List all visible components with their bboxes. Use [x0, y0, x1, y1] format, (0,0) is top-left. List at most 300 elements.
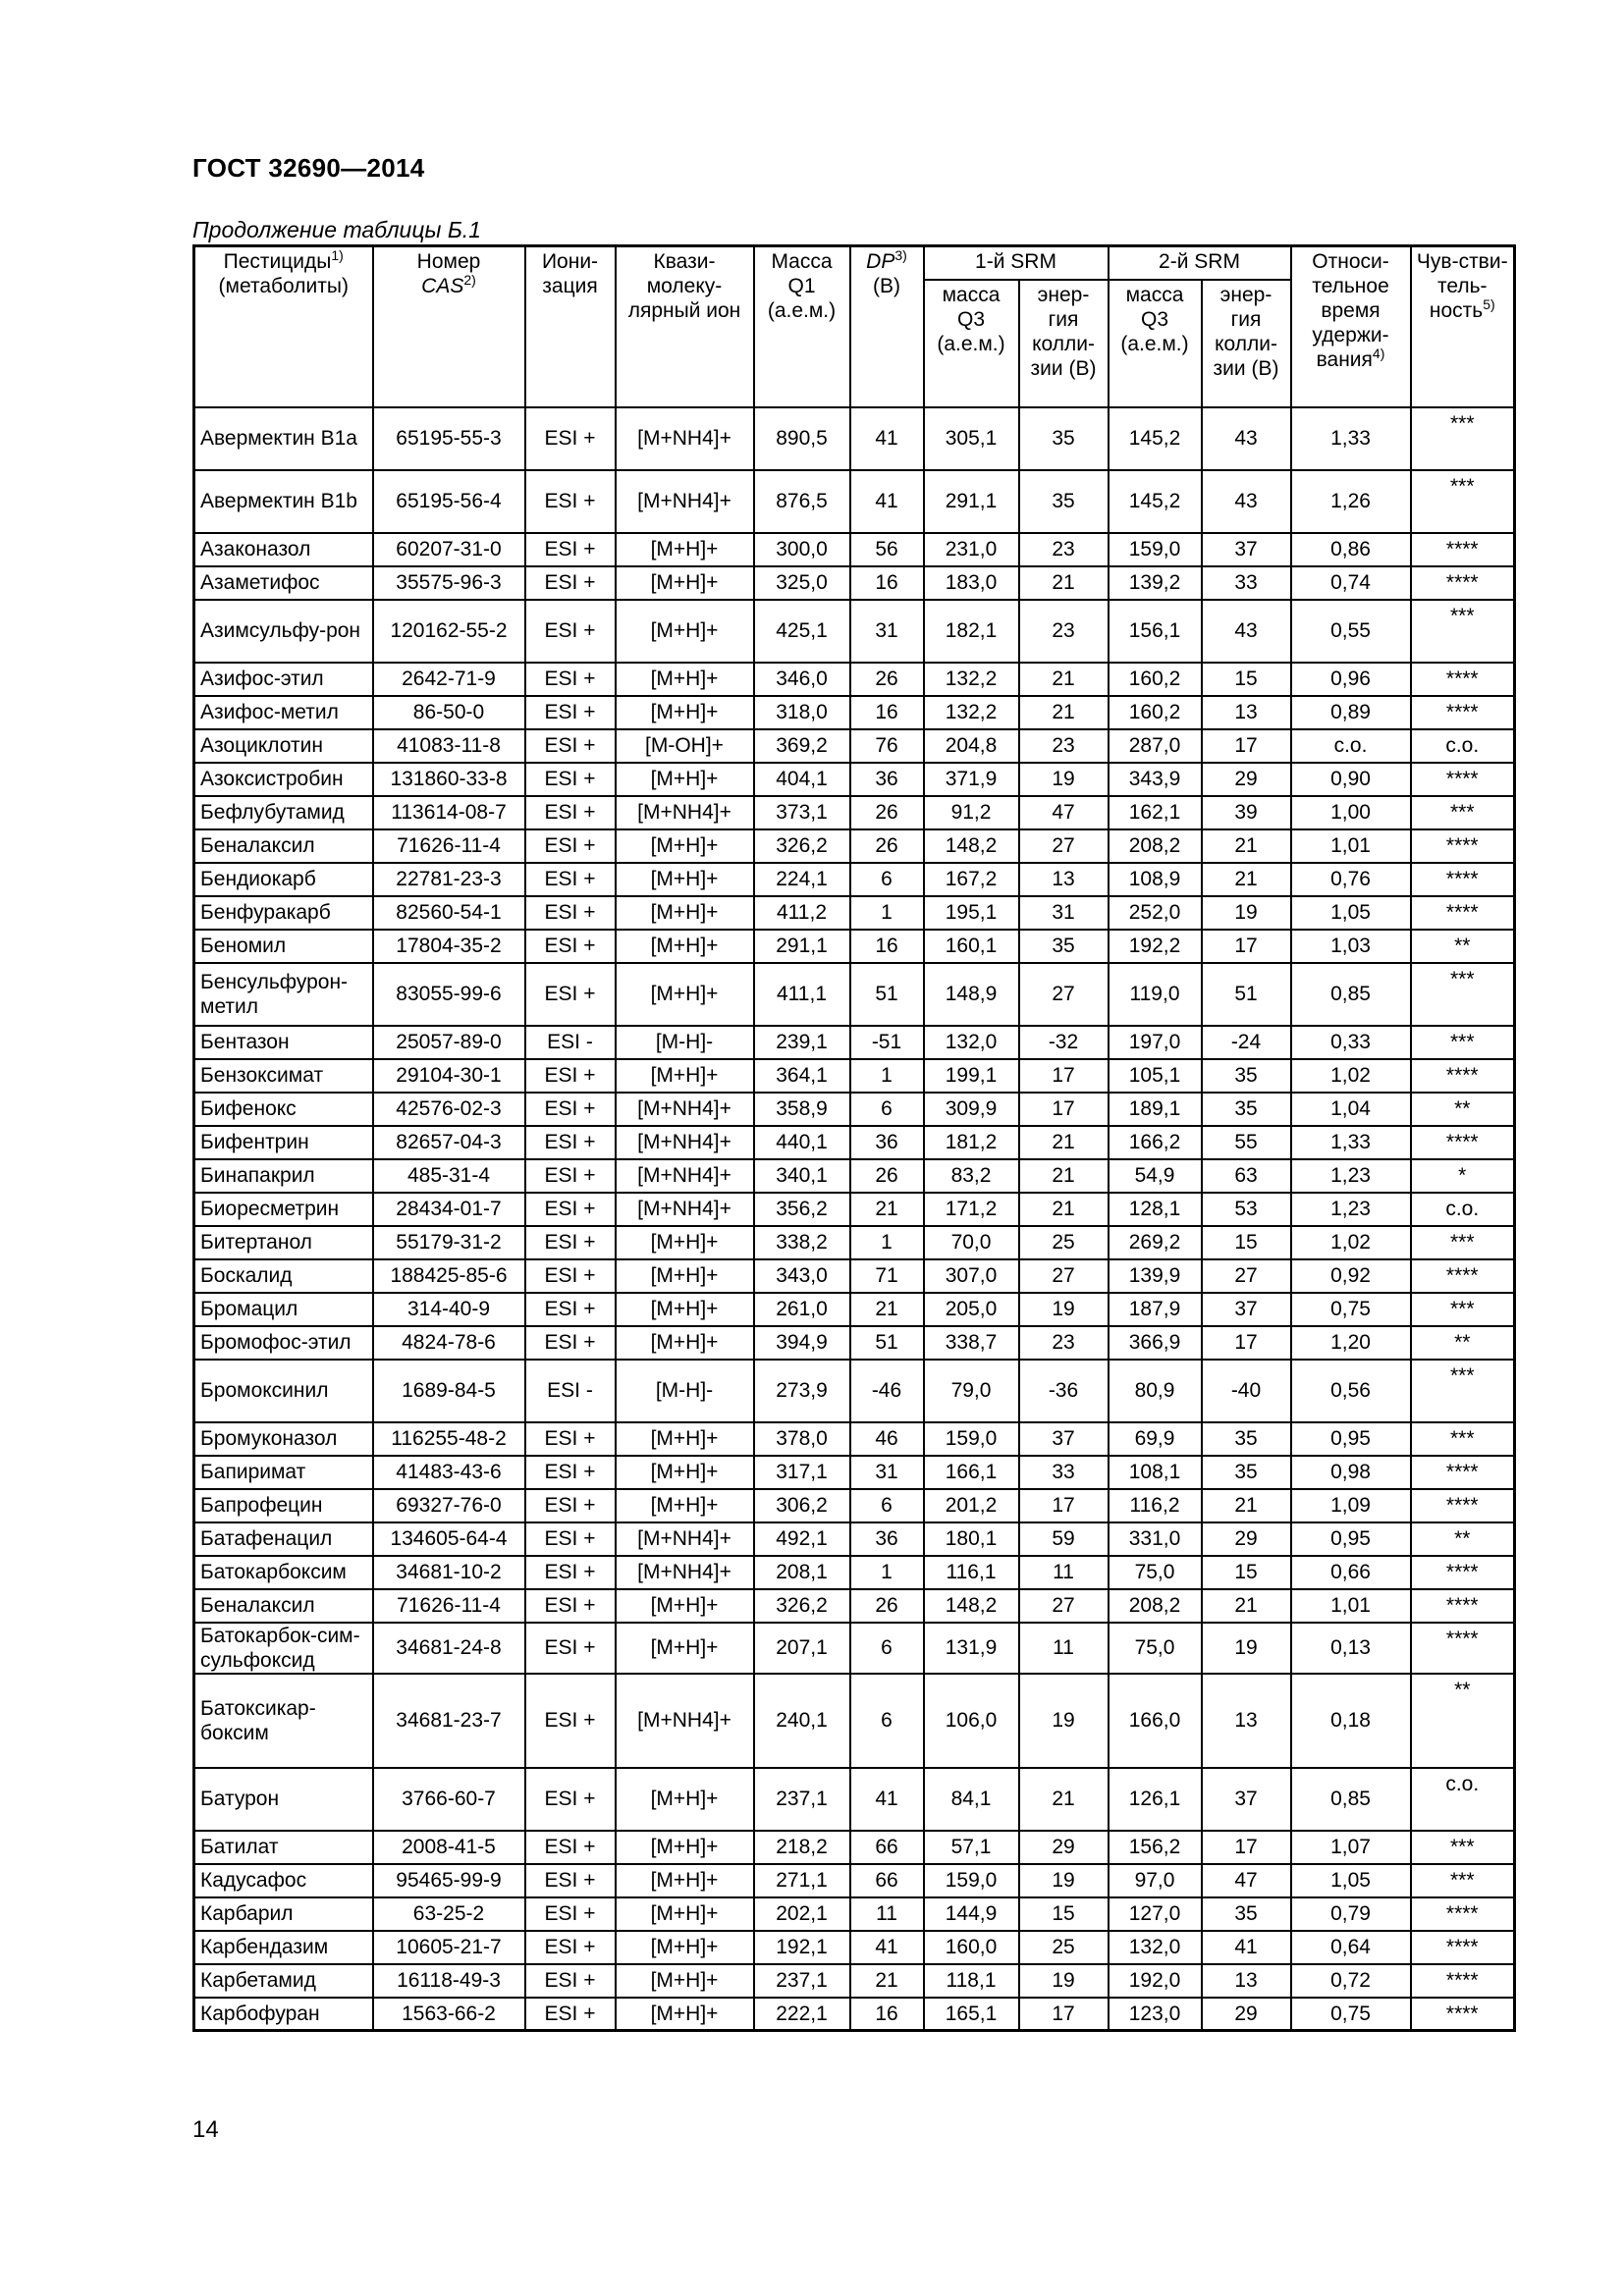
- srm1-energy: 21: [1019, 696, 1109, 729]
- srm2-mass-q3: 208,2: [1109, 1589, 1202, 1623]
- srm1-energy: 23: [1019, 1326, 1109, 1360]
- cas-number: 65195-55-3: [373, 407, 525, 470]
- dp-value: 46: [850, 1422, 924, 1456]
- mass-q1: 291,1: [754, 930, 850, 963]
- relative-time: 0,89: [1291, 696, 1411, 729]
- srm1-energy: -32: [1019, 1026, 1109, 1059]
- srm2-mass-q3: 187,9: [1109, 1293, 1202, 1326]
- cas-number: 41083-11-8: [373, 729, 525, 763]
- srm2-mass-q3: 127,0: [1109, 1897, 1202, 1931]
- ionization: ESI +: [525, 1422, 616, 1456]
- srm1-mass-q3: 181,2: [924, 1126, 1019, 1159]
- quasi-ion: [M+H]+: [616, 533, 754, 566]
- srm1-energy: 21: [1019, 1126, 1109, 1159]
- srm2-mass-q3: 192,0: [1109, 1964, 1202, 1998]
- dp-value: 6: [850, 1623, 924, 1674]
- srm2-energy: 51: [1202, 963, 1291, 1026]
- srm2-mass-q3: 139,2: [1109, 566, 1202, 600]
- ionization: ESI -: [525, 1026, 616, 1059]
- quasi-ion: [M+H]+: [616, 1489, 754, 1522]
- sensitivity: **: [1411, 1093, 1515, 1126]
- srm2-mass-q3: 160,2: [1109, 663, 1202, 696]
- cas-number: 69327-76-0: [373, 1489, 525, 1522]
- sensitivity: **: [1411, 1522, 1515, 1556]
- relative-time: 0,64: [1291, 1931, 1411, 1964]
- dp-value: 16: [850, 566, 924, 600]
- table-row: [194, 1126, 1515, 1159]
- mass-q1: 369,2: [754, 729, 850, 763]
- cas-number: 35575-96-3: [373, 566, 525, 600]
- sensitivity: ****: [1411, 829, 1515, 863]
- sensitivity: ***: [1411, 1293, 1515, 1326]
- srm2-mass-q3: 197,0: [1109, 1026, 1202, 1059]
- srm1-mass-q3: 180,1: [924, 1522, 1019, 1556]
- mass-q1: 317,1: [754, 1456, 850, 1489]
- relative-time: 1,02: [1291, 1226, 1411, 1259]
- quasi-ion: [M+H]+: [616, 1326, 754, 1360]
- srm1-energy: 27: [1019, 1589, 1109, 1623]
- srm2-energy: 29: [1202, 1998, 1291, 2031]
- srm2-energy: 15: [1202, 663, 1291, 696]
- sensitivity: ****: [1411, 1897, 1515, 1931]
- dp-value: 26: [850, 1159, 924, 1193]
- srm1-mass-q3: 131,9: [924, 1623, 1019, 1674]
- table-row: [194, 663, 1515, 696]
- relative-time: 0,56: [1291, 1360, 1411, 1422]
- sensitivity: ***: [1411, 1422, 1515, 1456]
- quasi-ion: [M+H]+: [616, 663, 754, 696]
- table-row: [194, 1456, 1515, 1489]
- srm2-energy: 29: [1202, 763, 1291, 796]
- srm2-energy: 39: [1202, 796, 1291, 829]
- pesticide-name: Бинапакрил: [194, 1159, 373, 1193]
- srm2-mass-q3: 162,1: [1109, 796, 1202, 829]
- sensitivity: ****: [1411, 1931, 1515, 1964]
- ionization: ESI +: [525, 1589, 616, 1623]
- dp-value: 51: [850, 1326, 924, 1360]
- mass-q1: 218,2: [754, 1831, 850, 1864]
- srm1-energy: 11: [1019, 1556, 1109, 1589]
- srm2-energy: 55: [1202, 1126, 1291, 1159]
- srm1-mass-q3: 159,0: [924, 1864, 1019, 1897]
- srm1-energy: 25: [1019, 1931, 1109, 1964]
- pesticide-name: Бапрофецин: [194, 1489, 373, 1522]
- sensitivity: ****: [1411, 1259, 1515, 1293]
- pesticide-name: Бенсульфурон-метил: [194, 963, 373, 1026]
- quasi-ion: [M+NH4]+: [616, 407, 754, 470]
- srm1-energy: 27: [1019, 829, 1109, 863]
- table-row: [194, 1226, 1515, 1259]
- srm1-energy: 21: [1019, 663, 1109, 696]
- srm2-mass-q3: 145,2: [1109, 470, 1202, 533]
- quasi-ion: [M+H]+: [616, 930, 754, 963]
- relative-time: 0,92: [1291, 1259, 1411, 1293]
- srm1-energy: 27: [1019, 1259, 1109, 1293]
- header-srm2: 2-й SRM: [1109, 246, 1291, 280]
- srm1-energy: 25: [1019, 1226, 1109, 1259]
- relative-time: 1,01: [1291, 829, 1411, 863]
- quasi-ion: [M-OH]+: [616, 729, 754, 763]
- srm1-mass-q3: 201,2: [924, 1489, 1019, 1522]
- ionization: ESI +: [525, 407, 616, 470]
- srm2-energy: 17: [1202, 930, 1291, 963]
- table-row: [194, 1964, 1515, 1998]
- cas-number: 120162-55-2: [373, 600, 525, 663]
- table-row: [194, 729, 1515, 763]
- header-sensitivity: Чув-стви-тель-ность$^{5)}$: [1411, 246, 1515, 407]
- mass-q1: 202,1: [754, 1897, 850, 1931]
- table-row: [194, 533, 1515, 566]
- header-srm1-energy: энер-гия колли-зии (В): [1019, 280, 1109, 407]
- table-row: [194, 600, 1515, 663]
- cas-number: 2642-71-9: [373, 663, 525, 696]
- srm2-mass-q3: 166,0: [1109, 1674, 1202, 1768]
- mass-q1: 404,1: [754, 763, 850, 796]
- quasi-ion: [M+H]+: [616, 896, 754, 930]
- cas-number: 71626-11-4: [373, 1589, 525, 1623]
- ionization: ESI +: [525, 1931, 616, 1964]
- srm2-energy: 21: [1202, 863, 1291, 896]
- pesticide-name: Батокарбок-сим-сульфоксид: [194, 1623, 373, 1674]
- relative-time: 0,90: [1291, 763, 1411, 796]
- pesticide-name: Азаметифос: [194, 566, 373, 600]
- cas-number: 116255-48-2: [373, 1422, 525, 1456]
- srm1-energy: 23: [1019, 600, 1109, 663]
- dp-value: 21: [850, 1193, 924, 1226]
- srm2-energy: 13: [1202, 1674, 1291, 1768]
- sensitivity: ***: [1411, 407, 1515, 470]
- srm1-mass-q3: 57,1: [924, 1831, 1019, 1864]
- mass-q1: 240,1: [754, 1674, 850, 1768]
- ionization: ESI +: [525, 1998, 616, 2031]
- relative-time: 1,33: [1291, 407, 1411, 470]
- table-row: [194, 1897, 1515, 1931]
- srm2-mass-q3: 139,9: [1109, 1259, 1202, 1293]
- srm1-mass-q3: 205,0: [924, 1293, 1019, 1326]
- header-dp: DP$^{3)}$ (В): [850, 246, 924, 407]
- table-row: [194, 1831, 1515, 1864]
- srm2-mass-q3: 192,2: [1109, 930, 1202, 963]
- sensitivity: ****: [1411, 1589, 1515, 1623]
- srm2-mass-q3: 156,1: [1109, 600, 1202, 663]
- table-row: [194, 1360, 1515, 1422]
- quasi-ion: [M+H]+: [616, 763, 754, 796]
- ionization: ESI +: [525, 1768, 616, 1831]
- sensitivity: ***: [1411, 1831, 1515, 1864]
- srm1-energy: 23: [1019, 729, 1109, 763]
- mass-q1: 340,1: [754, 1159, 850, 1193]
- mass-q1: 326,2: [754, 1589, 850, 1623]
- dp-value: 6: [850, 1489, 924, 1522]
- srm2-mass-q3: 54,9: [1109, 1159, 1202, 1193]
- sensitivity: ****: [1411, 533, 1515, 566]
- pesticide-name: Азимсульфу-рон: [194, 600, 373, 663]
- srm1-energy: -36: [1019, 1360, 1109, 1422]
- dp-value: 1: [850, 1556, 924, 1589]
- sensitivity: с.о.: [1411, 1768, 1515, 1831]
- pesticide-name: Кадусафос: [194, 1864, 373, 1897]
- sensitivity: ****: [1411, 1059, 1515, 1093]
- pesticide-name: Бромуконазол: [194, 1422, 373, 1456]
- mass-q1: 373,1: [754, 796, 850, 829]
- ionization: ESI +: [525, 1193, 616, 1226]
- dp-value: 51: [850, 963, 924, 1026]
- srm1-mass-q3: 116,1: [924, 1556, 1019, 1589]
- mass-q1: 378,0: [754, 1422, 850, 1456]
- ionization: ESI +: [525, 763, 616, 796]
- cas-number: 71626-11-4: [373, 829, 525, 863]
- dp-value: 16: [850, 930, 924, 963]
- cas-number: 41483-43-6: [373, 1456, 525, 1489]
- srm1-energy: 21: [1019, 1768, 1109, 1831]
- header-mass-q1: Масса Q1 (а.е.м.): [754, 246, 850, 407]
- header-ionization: Иони-зация: [525, 246, 616, 407]
- srm1-mass-q3: 199,1: [924, 1059, 1019, 1093]
- quasi-ion: [M-H]-: [616, 1360, 754, 1422]
- dp-value: 66: [850, 1831, 924, 1864]
- relative-time: 1,33: [1291, 1126, 1411, 1159]
- cas-number: 28434-01-7: [373, 1193, 525, 1226]
- cas-number: 485-31-4: [373, 1159, 525, 1193]
- srm1-mass-q3: 148,9: [924, 963, 1019, 1026]
- dp-value: 31: [850, 1456, 924, 1489]
- cas-number: 3766-60-7: [373, 1768, 525, 1831]
- dp-value: 41: [850, 1768, 924, 1831]
- srm1-energy: 47: [1019, 796, 1109, 829]
- header-rel-time: Относи-тельное время удержи-вания$^{4)}$: [1291, 246, 1411, 407]
- mass-q1: 271,1: [754, 1864, 850, 1897]
- cas-number: 17804-35-2: [373, 930, 525, 963]
- srm1-mass-q3: 148,2: [924, 1589, 1019, 1623]
- relative-time: 0,55: [1291, 600, 1411, 663]
- srm2-mass-q3: 108,1: [1109, 1456, 1202, 1489]
- quasi-ion: [M+H]+: [616, 696, 754, 729]
- dp-value: 36: [850, 1522, 924, 1556]
- pesticide-name: Беномил: [194, 930, 373, 963]
- cas-number: 55179-31-2: [373, 1226, 525, 1259]
- cas-number: 60207-31-0: [373, 533, 525, 566]
- dp-value: 1: [850, 1059, 924, 1093]
- mass-q1: 346,0: [754, 663, 850, 696]
- pesticide-name: Батокарбоксим: [194, 1556, 373, 1589]
- ionization: ESI +: [525, 963, 616, 1026]
- cas-number: 42576-02-3: [373, 1093, 525, 1126]
- srm2-mass-q3: 105,1: [1109, 1059, 1202, 1093]
- srm2-mass-q3: 287,0: [1109, 729, 1202, 763]
- srm1-energy: 19: [1019, 1864, 1109, 1897]
- mass-q1: 318,0: [754, 696, 850, 729]
- pesticide-name: Биоресметрин: [194, 1193, 373, 1226]
- cas-number: 1563-66-2: [373, 1998, 525, 2031]
- srm2-energy: 37: [1202, 1768, 1291, 1831]
- quasi-ion: [M+H]+: [616, 1422, 754, 1456]
- srm2-energy: -24: [1202, 1026, 1291, 1059]
- srm2-energy: 47: [1202, 1864, 1291, 1897]
- quasi-ion: [M+NH4]+: [616, 1159, 754, 1193]
- pesticide-name: Карбендазим: [194, 1931, 373, 1964]
- table-row: [194, 1864, 1515, 1897]
- dp-value: 26: [850, 829, 924, 863]
- dp-value: 21: [850, 1964, 924, 1998]
- srm1-mass-q3: 291,1: [924, 470, 1019, 533]
- ionization: ESI +: [525, 1674, 616, 1768]
- mass-q1: 224,1: [754, 863, 850, 896]
- dp-value: 1: [850, 896, 924, 930]
- ionization: ESI +: [525, 1456, 616, 1489]
- srm1-mass-q3: 148,2: [924, 829, 1019, 863]
- ionization: ESI +: [525, 1126, 616, 1159]
- relative-time: 0,76: [1291, 863, 1411, 896]
- quasi-ion: [M+H]+: [616, 1059, 754, 1093]
- ionization: ESI +: [525, 1623, 616, 1674]
- pesticide-name: Карбетамид: [194, 1964, 373, 1998]
- srm2-mass-q3: 97,0: [1109, 1864, 1202, 1897]
- srm2-energy: 29: [1202, 1522, 1291, 1556]
- ionization: ESI +: [525, 600, 616, 663]
- document-code: ГОСТ 32690—2014: [192, 153, 425, 183]
- srm1-mass-q3: 165,1: [924, 1998, 1019, 2031]
- sensitivity: ***: [1411, 1226, 1515, 1259]
- relative-time: 0,66: [1291, 1556, 1411, 1589]
- pesticide-name: Азаконазол: [194, 533, 373, 566]
- mass-q1: 890,5: [754, 407, 850, 470]
- relative-time: 0,72: [1291, 1964, 1411, 1998]
- dp-value: -46: [850, 1360, 924, 1422]
- srm1-energy: 21: [1019, 1193, 1109, 1226]
- pesticide-name: Батилат: [194, 1831, 373, 1864]
- quasi-ion: [M+H]+: [616, 1456, 754, 1489]
- quasi-ion: [M+H]+: [616, 600, 754, 663]
- table-row: [194, 763, 1515, 796]
- srm2-mass-q3: 116,2: [1109, 1489, 1202, 1522]
- table-row: [194, 1259, 1515, 1293]
- pesticide-name: Бефлубутамид: [194, 796, 373, 829]
- table-row: [194, 1193, 1515, 1226]
- srm1-mass-q3: 91,2: [924, 796, 1019, 829]
- table-row: [194, 1159, 1515, 1193]
- header-srm1: 1-й SRM: [924, 246, 1109, 280]
- cas-number: 113614-08-7: [373, 796, 525, 829]
- dp-value: 36: [850, 763, 924, 796]
- quasi-ion: [M+NH4]+: [616, 1674, 754, 1768]
- dp-value: 6: [850, 1093, 924, 1126]
- pesticide-name: Карбарил: [194, 1897, 373, 1931]
- dp-value: 71: [850, 1259, 924, 1293]
- srm1-energy: 27: [1019, 963, 1109, 1026]
- srm2-energy: 43: [1202, 600, 1291, 663]
- cas-number: 34681-10-2: [373, 1556, 525, 1589]
- mass-q1: 222,1: [754, 1998, 850, 2031]
- table-caption: Продолжение таблицы Б.1: [192, 217, 481, 242]
- sensitivity: ****: [1411, 1489, 1515, 1522]
- mass-q1: 273,9: [754, 1360, 850, 1422]
- table-row: [194, 1093, 1515, 1126]
- quasi-ion: [M+H]+: [616, 1998, 754, 2031]
- relative-time: 0,74: [1291, 566, 1411, 600]
- relative-time: 0,18: [1291, 1674, 1411, 1768]
- relative-time: 1,05: [1291, 896, 1411, 930]
- dp-value: 26: [850, 796, 924, 829]
- srm2-energy: -40: [1202, 1360, 1291, 1422]
- dp-value: 1: [850, 1226, 924, 1259]
- table-row: [194, 1674, 1515, 1768]
- cas-number: 82560-54-1: [373, 896, 525, 930]
- srm2-energy: 21: [1202, 1589, 1291, 1623]
- srm1-energy: 19: [1019, 763, 1109, 796]
- mass-q1: 261,0: [754, 1293, 850, 1326]
- srm1-mass-q3: 106,0: [924, 1674, 1019, 1768]
- header-srm2-energy: энер-гия колли-зии (В): [1202, 280, 1291, 407]
- relative-time: 1,02: [1291, 1059, 1411, 1093]
- sensitivity: ****: [1411, 863, 1515, 896]
- srm2-mass-q3: 331,0: [1109, 1522, 1202, 1556]
- cas-number: 95465-99-9: [373, 1864, 525, 1897]
- relative-time: 0,96: [1291, 663, 1411, 696]
- relative-time: 0,79: [1291, 1897, 1411, 1931]
- pesticide-name: Азифос-этил: [194, 663, 373, 696]
- relative-time: 0,13: [1291, 1623, 1411, 1674]
- srm1-mass-q3: 132,2: [924, 696, 1019, 729]
- cas-number: 34681-23-7: [373, 1674, 525, 1768]
- pesticide-name: Азоксистробин: [194, 763, 373, 796]
- cas-number: 63-25-2: [373, 1897, 525, 1931]
- dp-value: 16: [850, 1998, 924, 2031]
- table-row: [194, 829, 1515, 863]
- srm1-energy: 31: [1019, 896, 1109, 930]
- relative-time: 0,85: [1291, 1768, 1411, 1831]
- mass-q1: 364,1: [754, 1059, 850, 1093]
- ionization: ESI +: [525, 1522, 616, 1556]
- srm2-energy: 35: [1202, 1093, 1291, 1126]
- relative-time: 0,95: [1291, 1522, 1411, 1556]
- dp-value: 76: [850, 729, 924, 763]
- sensitivity: ****: [1411, 1456, 1515, 1489]
- cas-number: 134605-64-4: [373, 1522, 525, 1556]
- ionization: ESI +: [525, 1897, 616, 1931]
- srm2-mass-q3: 156,2: [1109, 1831, 1202, 1864]
- quasi-ion: [M+H]+: [616, 1864, 754, 1897]
- pesticide-name: Батафенацил: [194, 1522, 373, 1556]
- mass-q1: 326,2: [754, 829, 850, 863]
- quasi-ion: [M+H]+: [616, 1226, 754, 1259]
- cas-number: 10605-21-7: [373, 1931, 525, 1964]
- pesticide-name: Бромофос-этил: [194, 1326, 373, 1360]
- quasi-ion: [M+NH4]+: [616, 1193, 754, 1226]
- ionization: ESI +: [525, 1059, 616, 1093]
- quasi-ion: [M-H]-: [616, 1026, 754, 1059]
- srm1-energy: 19: [1019, 1964, 1109, 1998]
- dp-value: 31: [850, 600, 924, 663]
- srm1-energy: 19: [1019, 1293, 1109, 1326]
- relative-time: с.о.: [1291, 729, 1411, 763]
- pesticide-name: Авермектин B1a: [194, 407, 373, 470]
- pesticide-name: Азифос-метил: [194, 696, 373, 729]
- srm2-mass-q3: 128,1: [1109, 1193, 1202, 1226]
- relative-time: 0,33: [1291, 1026, 1411, 1059]
- srm1-energy: 15: [1019, 1897, 1109, 1931]
- cas-number: 29104-30-1: [373, 1059, 525, 1093]
- srm1-mass-q3: 371,9: [924, 763, 1019, 796]
- srm2-energy: 15: [1202, 1556, 1291, 1589]
- relative-time: 1,20: [1291, 1326, 1411, 1360]
- cas-number: 16118-49-3: [373, 1964, 525, 1998]
- srm2-mass-q3: 160,2: [1109, 696, 1202, 729]
- ionization: ESI +: [525, 1489, 616, 1522]
- dp-value: 41: [850, 407, 924, 470]
- srm1-mass-q3: 132,0: [924, 1026, 1019, 1059]
- ionization: ESI +: [525, 1556, 616, 1589]
- sensitivity: с.о.: [1411, 729, 1515, 763]
